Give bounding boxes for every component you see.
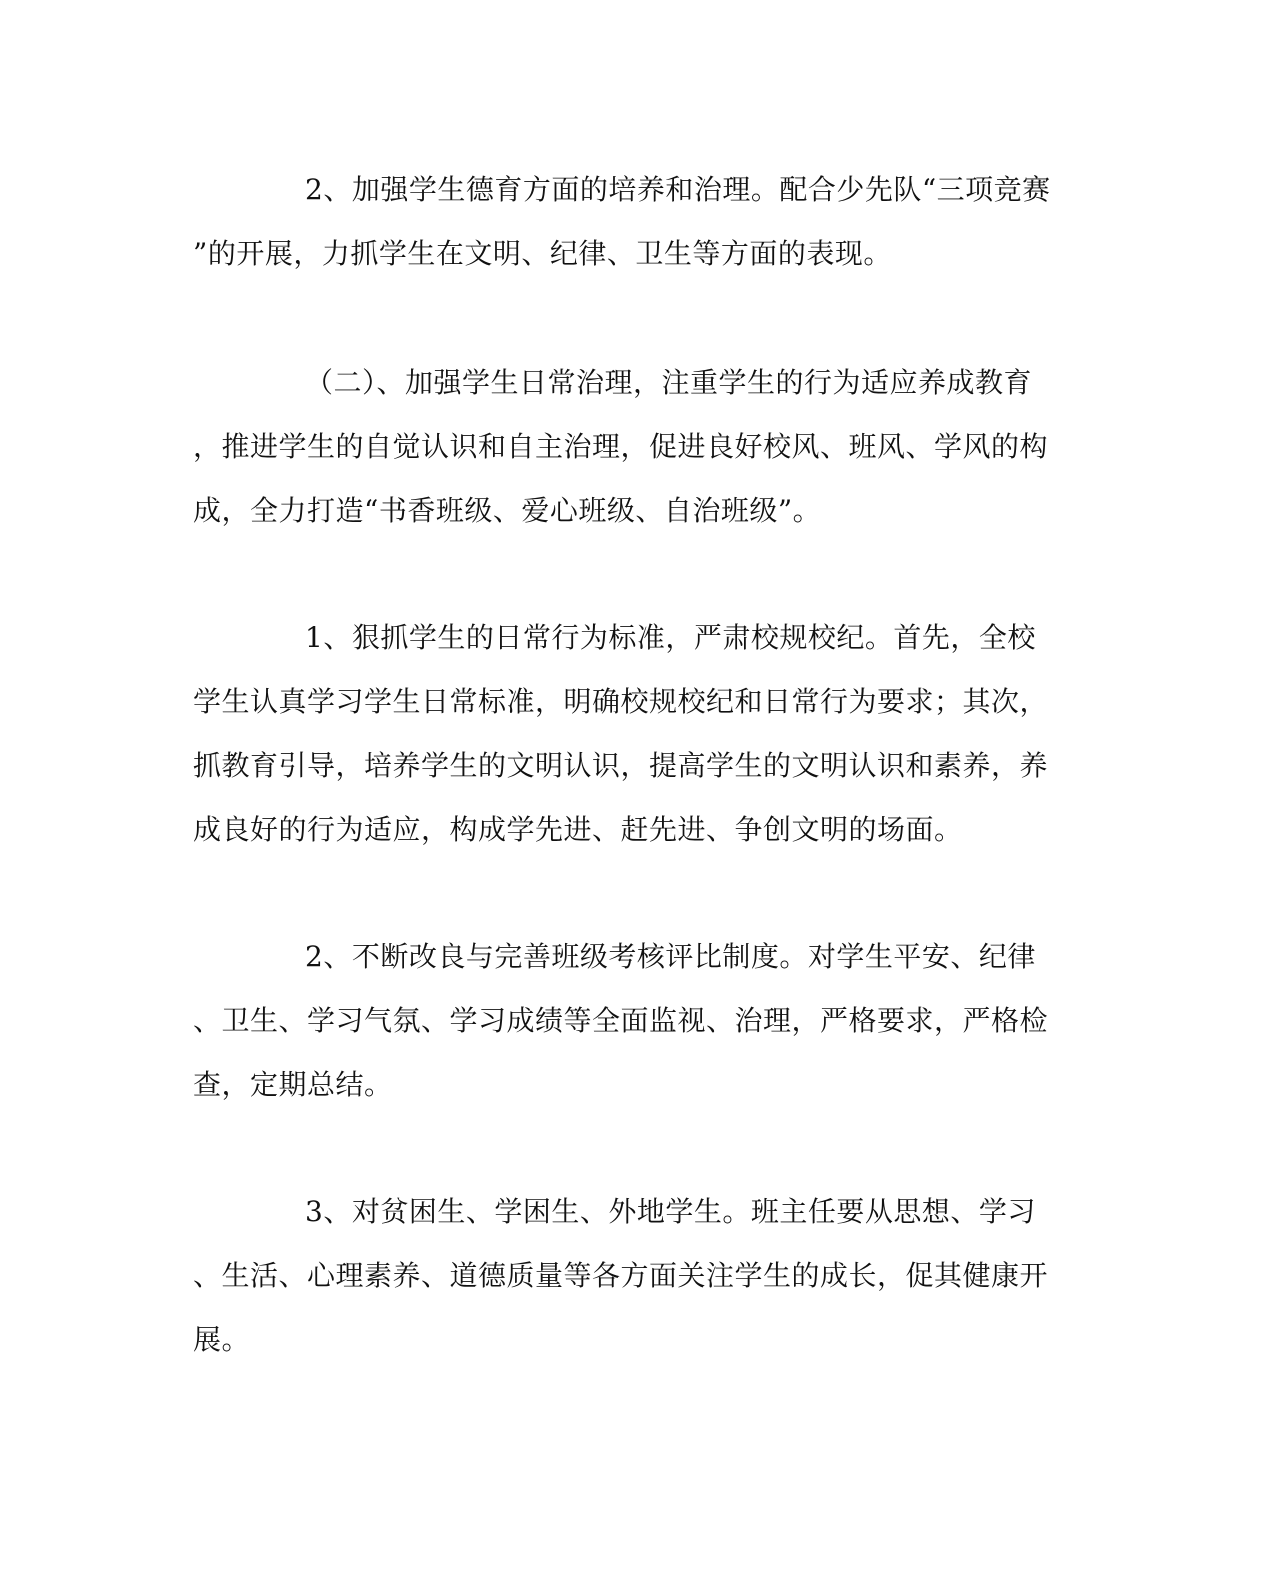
text-line: （二）、加强学生日常治理，注重学生的行为适应养成教育 (305, 366, 1033, 399)
text-line: 2、不断改良与完善班级考核评比制度。对学生平安、纪律 (305, 940, 1036, 973)
text-line: 抓教育引导，培养学生的文明认识，提高学生的文明认识和素养，养 (193, 749, 1049, 782)
text-line: 成良好的行为适应，构成学先进、赶先进、争创文明的场面。 (193, 813, 963, 846)
text-line: 、生活、心理素养、道德质量等各方面关注学生的成长，促其健康开 (193, 1259, 1049, 1292)
text-line: 成，全力打造“书香班级、爱心班级、自治班级”。 (193, 494, 822, 527)
text-line: 、卫生、学习气氛、学习成绩等全面监视、治理，严格要求，严格检 (193, 1004, 1049, 1037)
text-line: 学生认真学习学生日常标准，明确校规校纪和日常行为要求；其次， (193, 685, 1049, 718)
text-line: 1、狠抓学生的日常行为标准，严肃校规校纪。首先，全校 (305, 621, 1036, 654)
text-line: ，推进学生的自觉认识和自主治理，促进良好校风、班风、学风的构 (193, 430, 1049, 463)
text-line: 展。 (193, 1323, 251, 1356)
text-line: 2、加强学生德育方面的培养和治理。配合少先队“三项竞赛 (305, 173, 1051, 206)
text-line: 查，定期总结。 (193, 1068, 393, 1101)
text-line: ”的开展，力抓学生在文明、纪律、卫生等方面的表现。 (193, 237, 892, 270)
text-line: 3、对贫困生、学困生、外地学生。班主任要从思想、学习 (305, 1195, 1036, 1228)
